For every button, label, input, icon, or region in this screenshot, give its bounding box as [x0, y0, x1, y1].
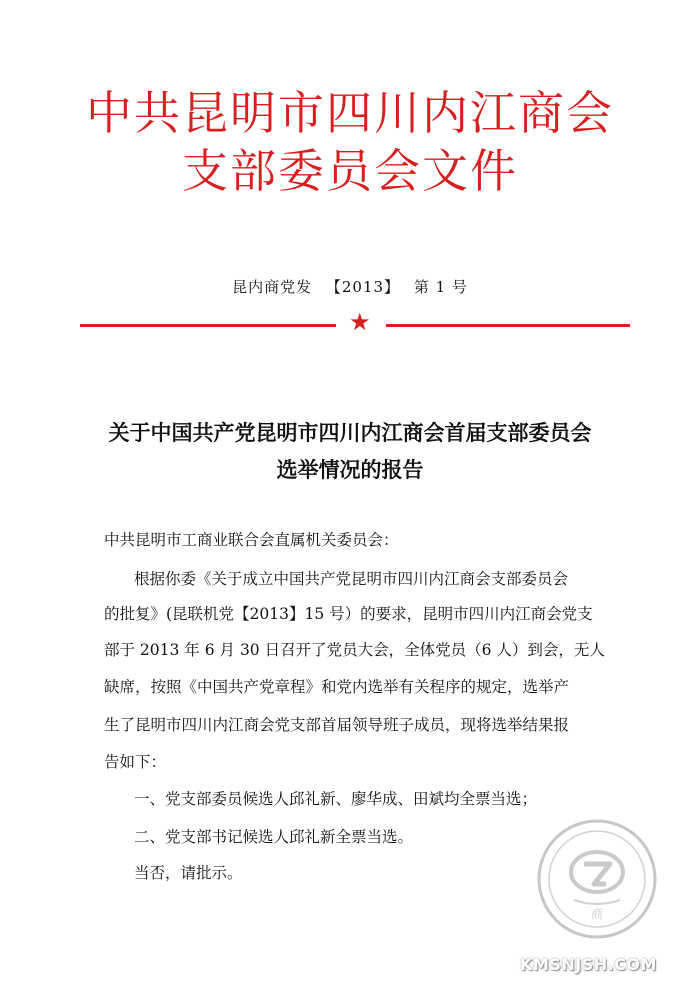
paragraph-line: 部于 2013 年 6 月 30 日召开了党员大会，全体党员（6 人）到会，无人 [104, 641, 605, 659]
doc-number-sequence: 第 1 号 [413, 278, 468, 296]
seal-icon [536, 818, 658, 940]
salutation: 中共昆明市工商业联合会直属机关委员会： [104, 531, 399, 549]
paragraph-line: 缺席，按照《中国共产党章程》和党内选举有关程序的规定，选举产 [104, 678, 570, 696]
document-title-line2: 选举情况的报告 [276, 458, 424, 482]
paragraph-line: 告如下： [104, 753, 167, 771]
paragraph-line: 根据你委《关于成立中国共产党昆明市四川内江商会支部委员会 [134, 570, 569, 588]
header-title-line2: 支部委员会文件 [182, 144, 518, 198]
document-title-line1: 关于中国共产党昆明市四川内江商会首届支部委员会 [108, 421, 592, 445]
header-title-line1: 中共昆明市四川内江商会 [86, 86, 614, 140]
divider-line-right [386, 324, 630, 327]
svg-text:商: 商 [590, 907, 604, 921]
paragraph-line: 的批复》(昆联机党【2013】15 号）的要求，昆明市四川内江商会党支 [104, 605, 593, 623]
doc-number-prefix: 昆内商党发 [232, 278, 313, 296]
divider-line-left [80, 324, 336, 327]
closing-line: 当否，请批示。 [134, 864, 243, 882]
list-item-1: 一、党支部委员候选人邱礼新、廖华成、田斌均全票当选； [134, 790, 538, 808]
document-number [0, 276, 700, 297]
doc-number-year: 【2013】 [325, 278, 401, 296]
paragraph-line: 生了昆明市四川内江商会党支部首届领导班子成员，现将选举结果报 [104, 716, 570, 734]
list-item-2: 二、党支部书记候选人邱礼新全票当选。 [134, 828, 414, 846]
watermark: KMSNJSH.COM [520, 955, 657, 974]
star-icon: ★ [349, 308, 371, 336]
